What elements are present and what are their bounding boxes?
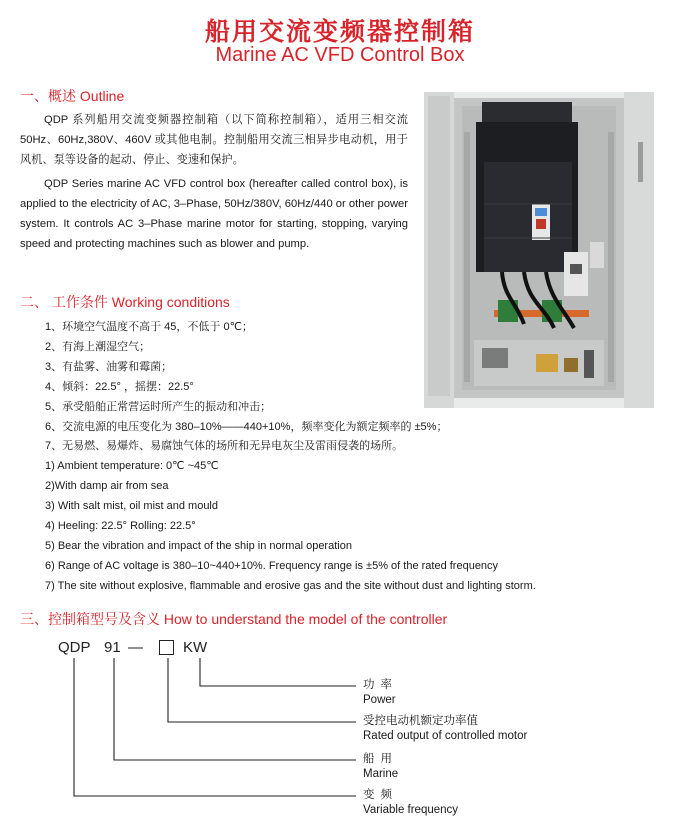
model-code-series: 91: [104, 639, 121, 656]
model-label-variable-frequency: 变频 Variable frequency: [363, 789, 459, 816]
page-title: 船用交流变频器控制箱: [204, 17, 475, 46]
list-item: 6、交流电源的电压变化为 380–10%——440+10%，频率变化为额定频率的 ±5%；: [45, 420, 448, 433]
list-item: 1、环境空气温度不高于 45，不低于 0℃；: [45, 321, 253, 333]
section-heading-model: 三、控制箱型号及含义 How to understand the model of the controller: [20, 611, 448, 627]
list-item: 4) Heeling: 22.5° Rolling: 22.5°: [45, 520, 196, 533]
list-item: 1) Ambient temperature: 0℃ ~45℃: [45, 460, 219, 473]
list-item: 6) Range of AC voltage is 380–10~440+10%. Frequency range is ±5% of the rated frequency: [45, 559, 499, 572]
list-item: 3) With salt mist, oil mist and mould: [45, 500, 218, 513]
model-code-dash: —: [128, 639, 143, 656]
model-code-unit: KW: [183, 639, 208, 656]
section-heading-conditions: 二、 工作条件 Working conditions: [20, 294, 230, 310]
model-code-prefix: QDP: [58, 639, 91, 656]
list-item: 5、承受船舶正常营运时所产生的振动和冲击；: [45, 400, 272, 413]
model-label-power: 功率 Power: [363, 679, 398, 706]
list-item: 4、倾斜：22.5° ，摇摆：22.5°: [45, 380, 194, 393]
list-item: 7) The site without explosive, flammable and erosive gas and the site without dust and lighting storm.: [45, 579, 536, 592]
list-item: 3、有盐雾、油雾和霉菌；: [45, 360, 173, 373]
list-item: 7、无易燃、易爆炸、易腐蚀气体的场所和无异电灰尘及雷雨侵袭的场所。: [45, 440, 404, 453]
outline-paragraph-cn: QDP 系列船用交流变频器控制箱（以下简称控制箱），适用三相交流 50Hz、60Hz,380V、460V 或其他电制。控制船用交流三相异步电动机，用于风机、泵等设备的起动、停止、变速和保护。: [20, 114, 408, 166]
list-item: 2)With damp air from sea: [45, 480, 169, 493]
outline-paragraph-en: QDP Series marine AC VFD control box (hereafter called control box), is applied to the electricity of AC, 3–Phase, 50Hz/380V, 60Hz/440 or other power system. It controls AC 3–Phase marine motor for starting, stopping, varying speed and protecting machines such as blower and pump.: [20, 178, 408, 250]
model-label-rated-output: 受控电动机额定功率值 Rated output of controlled motor: [363, 715, 528, 742]
list-item: 2、有海上潮湿空气；: [45, 340, 151, 353]
page-subtitle: Marine AC VFD Control Box: [215, 44, 465, 66]
connector-line-variable-frequency: [74, 658, 356, 796]
connector-line-rated-output: [168, 658, 356, 722]
connector-line-marine: [114, 658, 356, 760]
section-heading-outline: 一、概述 Outline: [20, 88, 125, 104]
list-item: 5) Bear the vibration and impact of the ship in normal operation: [45, 539, 352, 552]
model-label-marine: 船用 Marine: [363, 753, 399, 780]
connector-line-power: [200, 658, 356, 686]
